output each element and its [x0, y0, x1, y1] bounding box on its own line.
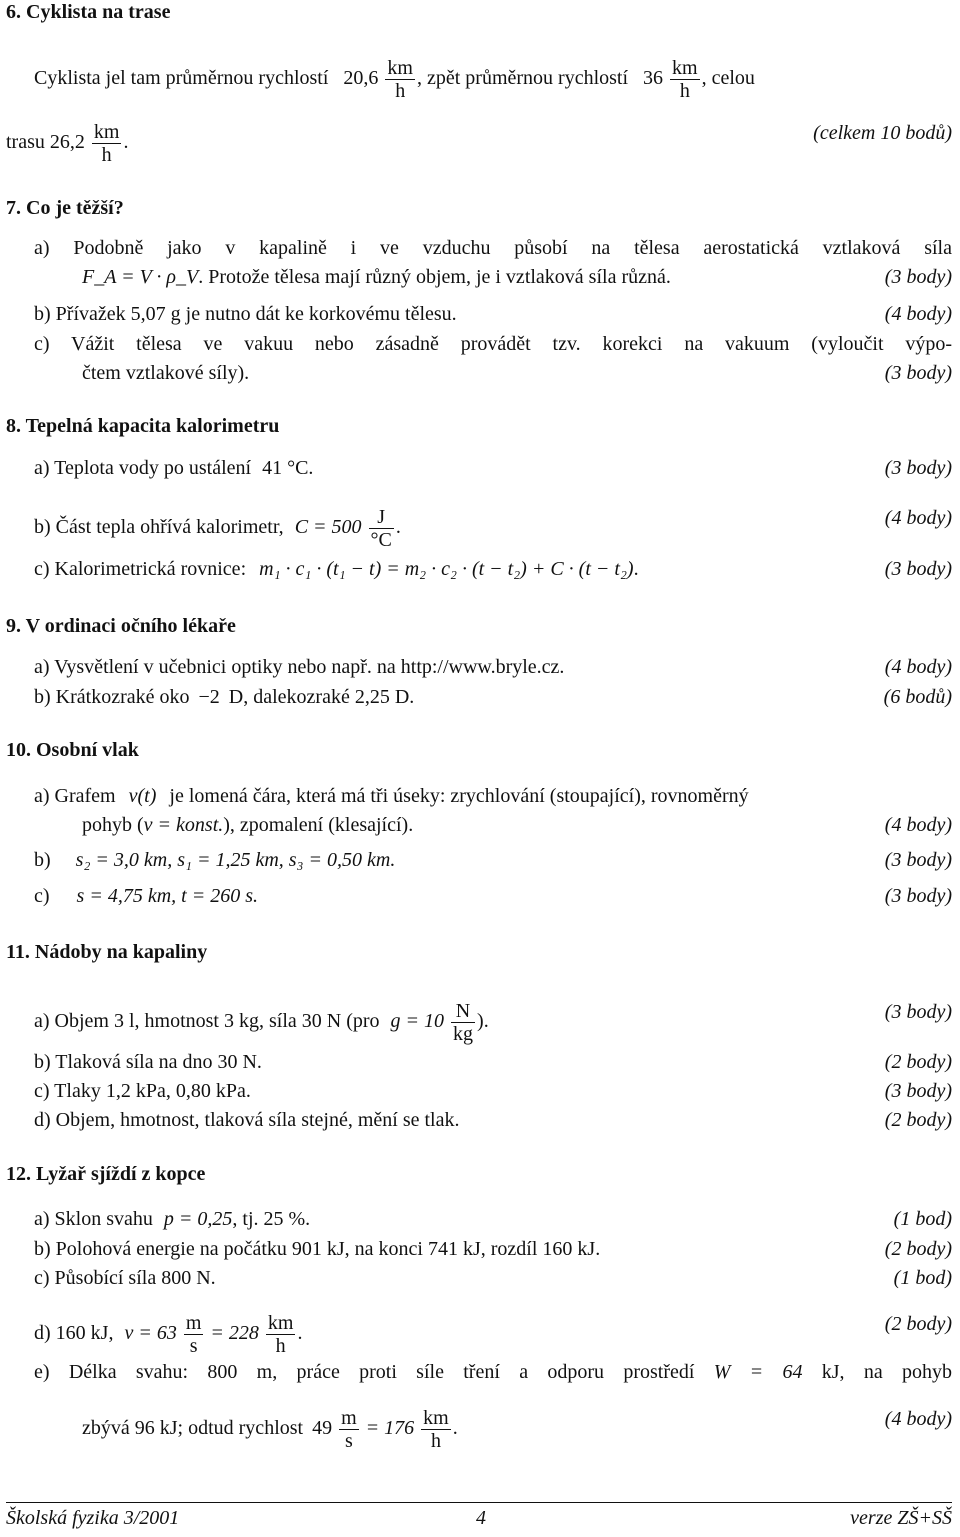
s10-a-line1 — [34, 784, 749, 808]
s8-b-value: C = 500 — [294, 516, 362, 539]
s10-a-text-2: je lomená čára, která má tři úseky: zrychlování (stoupající), rovnoměrný — [169, 785, 749, 807]
s12-a — [34, 1207, 310, 1231]
section-6-title: 6. Cyklista na trase — [6, 1, 171, 23]
s7-b-points: (4 body) — [884, 303, 952, 325]
s12-e-unit-1: $\frac{m}{s}$ — [341, 1407, 357, 1452]
s8-a-end: . — [308, 457, 314, 479]
s8-b-text: b) Část tepla ohřívá kalorimetr, — [34, 516, 284, 539]
s12-e-end: . — [452, 1417, 458, 1440]
s8-a-points: (3 body) — [884, 457, 952, 479]
s12-e-unit-2: $\frac{km}{h}$ — [423, 1407, 449, 1452]
s12-e-eq: = 176 — [365, 1417, 415, 1440]
s7-c-line1: c) Vážit tělesa ve vakuu nebo zásadně provádět tzv. korekci na vakuum (vyloučit výpo- — [34, 333, 952, 355]
s7-c-points: (3 body) — [884, 362, 952, 384]
s6-unit-1: $\frac{km}{h}$ — [387, 57, 413, 102]
section-9-title: 9. V ordinaci očního lékaře — [6, 615, 236, 637]
s12-d-v: v = 63 — [124, 1322, 177, 1345]
section-11-title: 11. Nádoby na kapaliny — [6, 941, 208, 963]
section-7-title: 7. Co je těžší? — [6, 197, 124, 219]
s9-b-points: (6 bodů) — [883, 686, 952, 708]
s12-d-points: (2 body) — [884, 1313, 952, 1335]
s12-a-p: p = 0,25 — [163, 1208, 233, 1230]
s12-e-w: W = 64 — [713, 1361, 803, 1383]
s9-a-points: (4 body) — [884, 656, 952, 678]
s11-b: b) Tlaková síla na dno 30 N. — [34, 1051, 262, 1073]
s7-c-line2: čtem vztlakové síly). — [82, 362, 250, 384]
s11-c-points: (3 body) — [884, 1080, 952, 1102]
s7-a-line2 — [82, 265, 671, 289]
s11-d-points: (2 body) — [884, 1109, 952, 1131]
section-10-title: 10. Osobní vlak — [6, 739, 139, 761]
s12-e-line1 — [34, 1360, 952, 1384]
s8-c-text: c) Kalorimetrická rovnice: — [34, 558, 247, 580]
s12-a-text-2: , tj. 25 %. — [232, 1208, 311, 1230]
s12-d-text: d) 160 kJ, — [34, 1322, 114, 1345]
s11-a-g: g = 10 — [390, 1010, 445, 1033]
s12-e-points: (4 body) — [884, 1408, 952, 1430]
s12-b: b) Polohová energie na počátku 901 kJ, na konci 741 kJ, rozdíl 160 kJ. — [34, 1238, 601, 1260]
s12-e-text-3: zbývá 96 kJ; odtud rychlost — [82, 1417, 304, 1440]
s8-b-unit: $\frac{J}{^\circ C}$ — [370, 506, 392, 551]
s6-text-d: trasu — [6, 131, 45, 154]
s7-a-formula: F_A = V · ρ_V — [82, 266, 199, 288]
s11-a-end: ). — [477, 1010, 489, 1033]
s9-b — [34, 685, 414, 709]
s6-unit-3: $\frac{km}{h}$ — [93, 121, 120, 166]
footer-version: verze ZŠ+SŠ — [850, 1507, 952, 1529]
s10-a-line2 — [82, 813, 413, 837]
s10-c-formula: s = 4,75 km, t = 260 s. — [76, 885, 258, 907]
s10-c — [34, 884, 258, 908]
s10-b-formula: s₂ = 3,0 km, s₁ = 1,25 km, s₃ = 0,50 km. — [75, 849, 396, 871]
section-12-title: 12. Lyžař sjíždí z kopce — [6, 1163, 206, 1185]
s9-b-text-2: D, dalekozraké 2,25 D. — [228, 686, 415, 708]
s8-b-end: . — [395, 516, 401, 539]
s6-speed-1: 20,6 — [343, 67, 379, 90]
s12-a-text: a) Sklon svahu — [34, 1208, 153, 1230]
footer-journal: Školská fyzika 3/2001 — [6, 1507, 180, 1529]
s12-d-unit-2: $\frac{km}{h}$ — [267, 1312, 294, 1357]
s11-a-text: a) Objem 3 l, hmotnost 3 kg, síla 30 N (pro — [34, 1010, 380, 1033]
s6-text-b: , zpět průměrnou rychlostí — [416, 67, 629, 90]
s11-b-points: (2 body) — [884, 1051, 952, 1073]
s12-a-points: (1 bod) — [893, 1208, 952, 1230]
s10-a-formula: v(t) — [128, 785, 157, 807]
s7-a-points: (3 body) — [884, 266, 952, 288]
s10-c-label: c) — [34, 885, 50, 907]
s8-a-value: 41 °C — [262, 457, 309, 479]
s8-b-points: (4 body) — [884, 507, 952, 529]
s12-d-unit-1: $\frac{m}{s}$ — [185, 1312, 202, 1357]
s6-unit-2: $\frac{km}{h}$ — [672, 57, 698, 102]
s8-c-end: . — [633, 558, 639, 580]
s9-b-value: −2 — [198, 686, 220, 708]
s8-c-points: (3 body) — [884, 558, 952, 580]
s8-c-formula: m₁ · c₁ · (t₁ − t) = m₂ · c₂ · (t − t₂) + C · (t − t₂) — [259, 558, 634, 580]
section-8-title: 8. Tepelná kapacita kalorimetru — [6, 415, 280, 437]
s12-d — [34, 1312, 302, 1357]
s12-e-v: 49 — [312, 1417, 333, 1440]
page-footer — [6, 1502, 952, 1533]
s11-a-points: (3 body) — [884, 1001, 952, 1023]
s7-a-line1: a) Podobně jako v kapalině i ve vzduchu působí na tělesa aerostatická vztlaková síla — [34, 237, 952, 259]
s10-a-text-4: ), zpomalení (klesající). — [223, 814, 414, 836]
s6-text-c: , celou — [701, 67, 755, 90]
s6-points: (celkem 10 bodů) — [813, 122, 952, 144]
s8-a-text: a) Teplota vody po ustálení — [34, 457, 252, 479]
s12-e-text: e) Délka svahu: 800 m, práce proti síle tření a odporu prostředí — [34, 1361, 695, 1383]
s10-a-text: a) Grafem — [34, 785, 116, 807]
s12-e-text-2: kJ, na pohyb — [821, 1361, 953, 1383]
s8-a — [34, 456, 313, 480]
footer-page-number: 4 — [476, 1507, 486, 1529]
s11-a-unit: $\frac{N}{kg}$ — [453, 1000, 474, 1045]
s11-d: d) Objem, hmotnost, tlaková síla stejné, mění se tlak. — [34, 1109, 460, 1131]
s8-c — [34, 557, 639, 581]
s10-c-points: (3 body) — [884, 885, 952, 907]
s10-b-points: (3 body) — [884, 849, 952, 871]
s10-a-points: (4 body) — [884, 814, 952, 836]
s6-line2 — [6, 121, 128, 166]
s12-d-end: . — [297, 1322, 303, 1345]
s12-e-line2 — [82, 1407, 458, 1452]
s6-line1 — [34, 57, 755, 102]
s6-text-e: . — [123, 131, 129, 154]
s9-b-text: b) Krátkozraké oko — [34, 686, 190, 708]
s12-c-points: (1 bod) — [893, 1267, 952, 1289]
s6-speed-3: 26,2 — [49, 131, 85, 154]
s12-d-eq: = 228 — [210, 1322, 259, 1345]
s12-c: c) Působící síla 800 N. — [34, 1267, 216, 1289]
s7-a-text: . Protože tělesa mají různý objem, je i vztlaková síla různá. — [198, 266, 671, 288]
s10-a-text-3: pohyb ( — [82, 814, 144, 836]
s8-b — [34, 506, 401, 551]
s10-a-konst: v = konst. — [143, 814, 224, 836]
s6-speed-2: 36 — [643, 67, 664, 90]
s10-b-label: b) — [34, 849, 51, 871]
s9-a: a) Vysvětlení v učebnici optiky nebo např. na http://www.bryle.cz. — [34, 656, 565, 678]
s12-b-points: (2 body) — [884, 1238, 952, 1260]
s11-c: c) Tlaky 1,2 kPa, 0,80 kPa. — [34, 1080, 251, 1102]
s11-a — [34, 1000, 489, 1045]
s6-text-a: Cyklista jel tam průměrnou rychlostí — [34, 67, 329, 90]
s10-b — [34, 848, 395, 872]
s7-b: b) Přívažek 5,07 g je nutno dát ke korkovému tělesu. — [34, 303, 457, 325]
